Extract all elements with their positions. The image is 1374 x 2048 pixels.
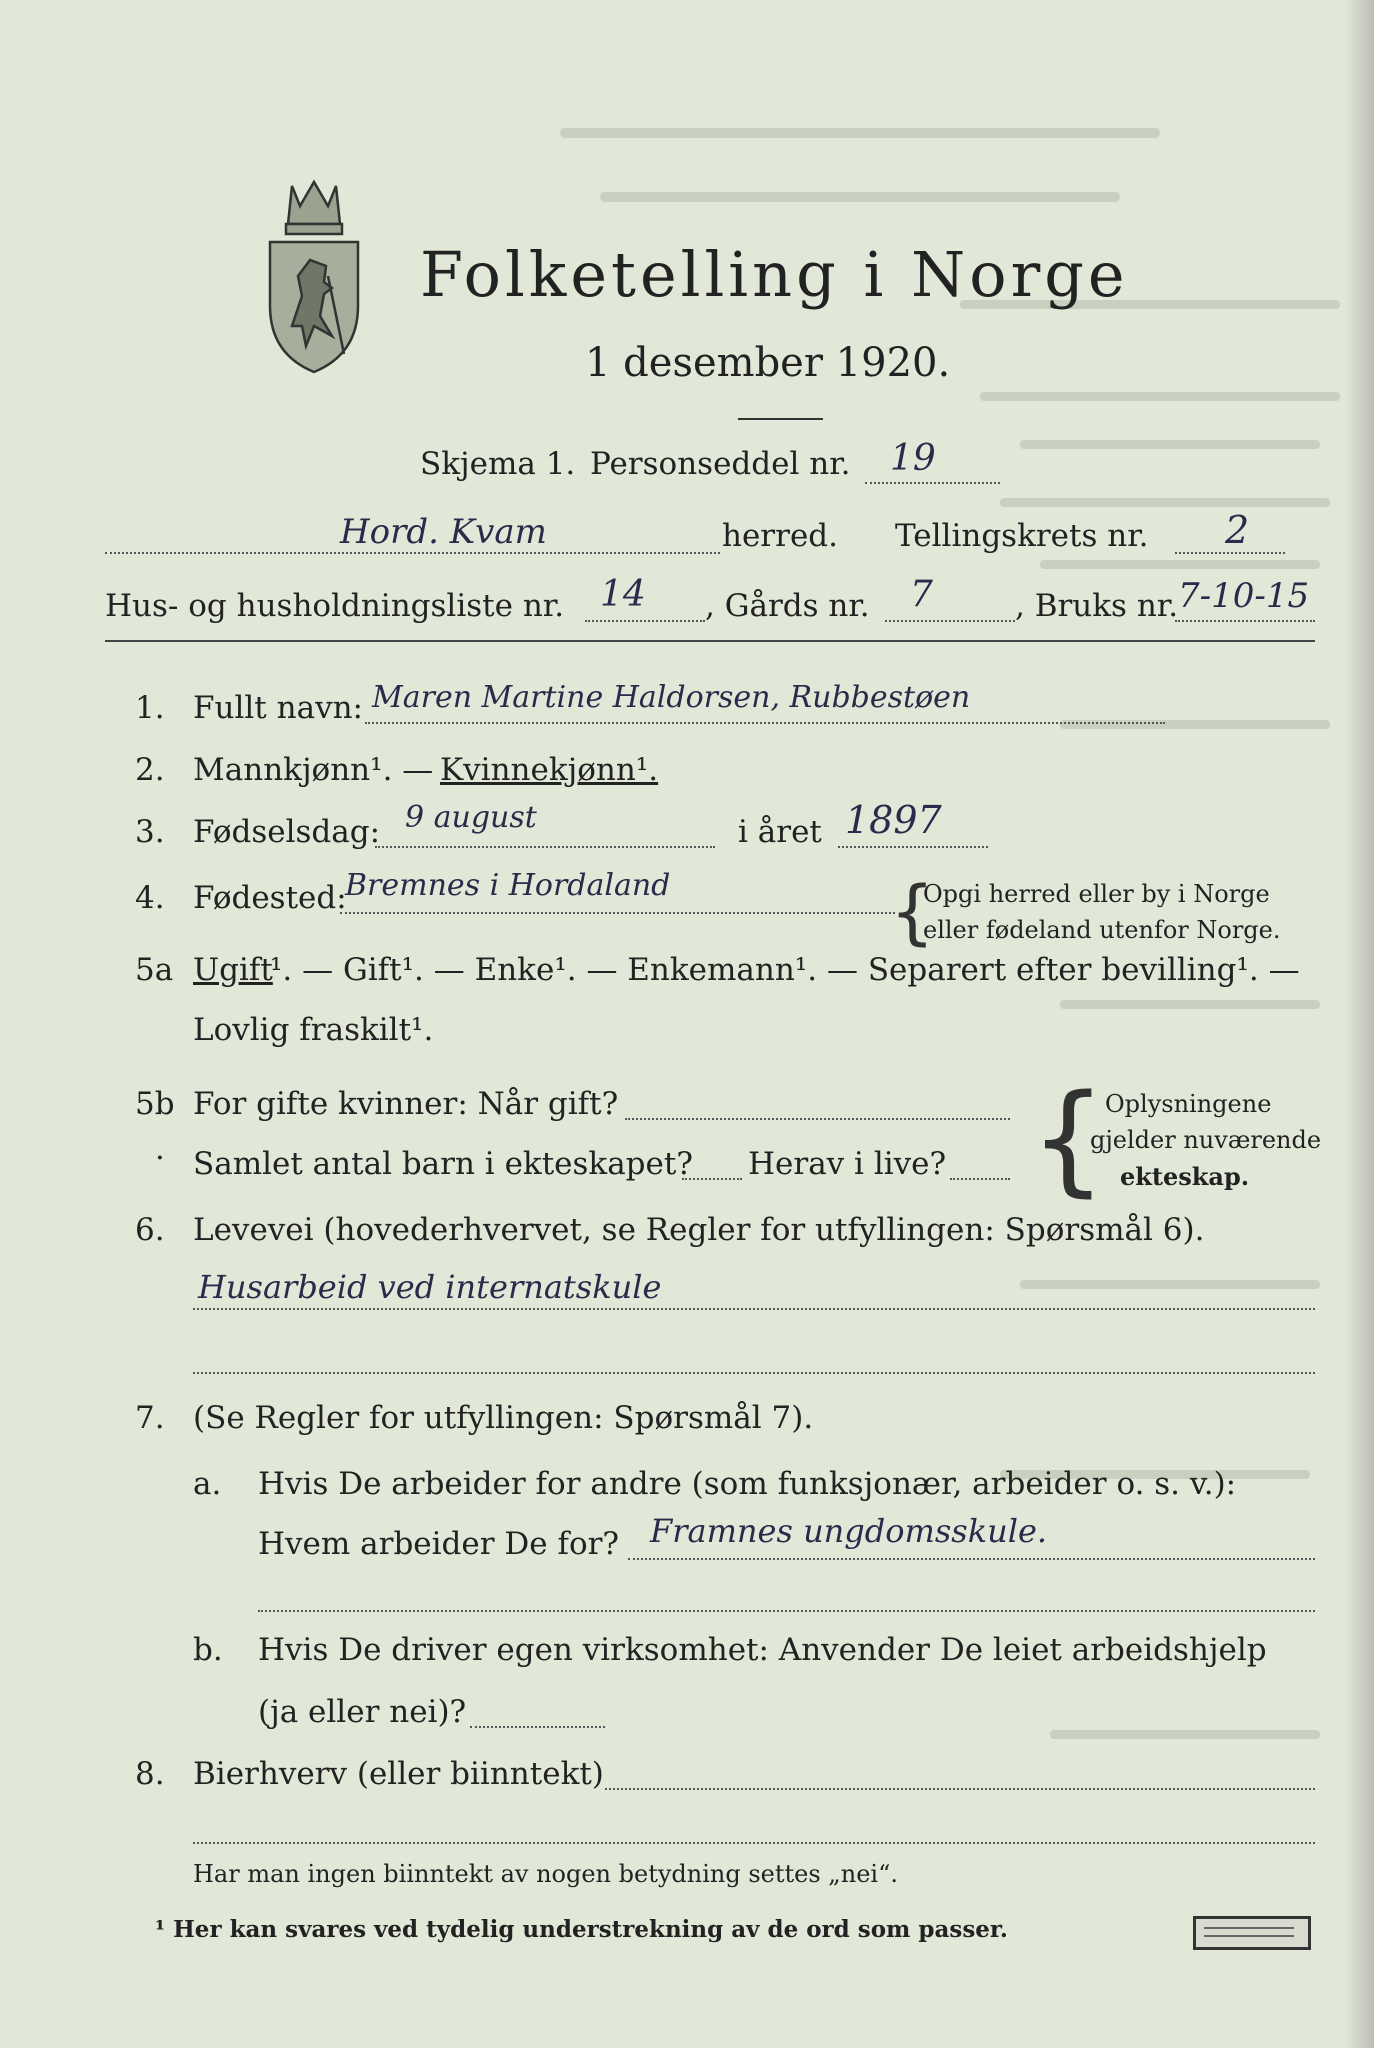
q5b-children-line[interactable] [682, 1178, 742, 1180]
q6-line1 [193, 1308, 1315, 1310]
q3-line [375, 846, 715, 848]
bruks-line [1175, 620, 1315, 622]
husholdningsliste-line [585, 620, 705, 622]
herred-field[interactable]: Hord. Kvam [340, 512, 547, 552]
q5b-alive-label: Herav i live? [748, 1146, 947, 1182]
q7a-letter: a. [193, 1466, 222, 1502]
q4-label: Fødested: [193, 880, 347, 916]
q5b-married-line[interactable] [625, 1118, 1010, 1120]
q8-note: Har man ingen biinntekt av nogen betydning settes „nei“. [193, 1860, 898, 1888]
q7-label: (Se Regler for utfyllingen: Spørsmål 7). [193, 1400, 814, 1436]
q5b-number: 5b [135, 1086, 175, 1122]
q7b-answer-line[interactable] [470, 1726, 605, 1728]
full-name-field[interactable]: Maren Martine Haldorsen, Rubbestøen [372, 680, 971, 715]
personseddel-nr-field[interactable]: 19 [890, 438, 936, 479]
footnote: ¹ Her kan svares ved tydelig understrekning av de ord som passer. [155, 1916, 1008, 1943]
q2-number: 2. [135, 752, 165, 788]
q4-brace: { [890, 871, 935, 953]
schema-label: Skjema 1. [420, 446, 576, 482]
q8-line1[interactable] [605, 1788, 1315, 1790]
q5b-note-line1: Oplysningene [1105, 1090, 1272, 1118]
q7b-letter: b. [193, 1632, 223, 1668]
herred-label: herred. [722, 518, 838, 554]
title-divider [738, 418, 823, 420]
gender-female-option[interactable]: Kvinnekjønn¹. [440, 752, 659, 788]
birth-year-field[interactable]: 1897 [845, 798, 942, 842]
q3-number: 3. [135, 814, 165, 850]
gards-field[interactable]: 7 [910, 574, 933, 615]
q1-label: Fullt navn: [193, 690, 363, 726]
norwegian-coat-of-arms-icon [262, 176, 366, 376]
bruks-label: , Bruks nr. [1015, 588, 1179, 624]
q7a-line2[interactable] [258, 1610, 1315, 1612]
employer-field[interactable]: Framnes ungdomsskule. [650, 1512, 1048, 1550]
gards-label: , Gårds nr. [705, 588, 870, 624]
q7a-text: Hvis De arbeider for andre (som funksjonær, arbeider o. s. v.): [258, 1466, 1237, 1502]
q5a-number: 5a [135, 952, 174, 988]
q3-year-label: i året [738, 814, 822, 850]
q5b-brace: { [1030, 1070, 1107, 1209]
form-title: Folketelling i Norge [420, 238, 1129, 311]
q5b-bullet: · [155, 1140, 165, 1176]
q7a-line1 [628, 1558, 1315, 1560]
q7b-line2: (ja eller nei)? [258, 1694, 467, 1730]
q5b-note-line3: ekteskap. [1120, 1162, 1250, 1191]
q8-label: Bierhverv (eller biinntekt) [193, 1756, 604, 1792]
page-edge-shadow [1344, 0, 1374, 2048]
form-date: 1 desember 1920. [585, 340, 951, 386]
header-rule [105, 640, 1315, 642]
q1-number: 1. [135, 690, 165, 726]
personseddel-line [865, 482, 1000, 484]
marital-divorced-option[interactable]: Lovlig fraskilt¹. [193, 1012, 434, 1048]
tellingskrets-line [1175, 552, 1285, 554]
q5b-alive-line[interactable] [950, 1178, 1010, 1180]
q5b-note-line2: gjelder nuværende [1090, 1126, 1322, 1154]
q6-label: Levevei (hovederhvervet, se Regler for utfyllingen: Spørsmål 6). [193, 1212, 1205, 1248]
birthday-field[interactable]: 9 august [405, 800, 537, 835]
q4-line [340, 912, 895, 914]
q7b-text: Hvis De driver egen virksomhet: Anvender De leiet arbeidshjelp [258, 1632, 1267, 1668]
q4-number: 4. [135, 880, 165, 916]
husholdningsliste-field[interactable]: 14 [600, 574, 646, 615]
q4-note-line2: eller fødeland utenfor Norge. [923, 916, 1281, 944]
q3-year-line [838, 846, 988, 848]
q8-number: 8. [135, 1756, 165, 1792]
q7-number: 7. [135, 1400, 165, 1436]
printer-stamp-icon [1193, 1916, 1311, 1950]
occupation-field[interactable]: Husarbeid ved internatskule [198, 1268, 662, 1306]
q7a-who-label: Hvem arbeider De for? [258, 1526, 620, 1562]
marital-ugift-option[interactable]: Ugift [193, 952, 273, 988]
q6-line2[interactable] [193, 1372, 1315, 1374]
q1-line [365, 722, 1165, 724]
tellingskrets-label: Tellingskrets nr. [895, 518, 1149, 554]
q4-note-line1: Opgi herred eller by i Norge [923, 880, 1270, 908]
tellingskrets-field[interactable]: 2 [1225, 508, 1250, 552]
gards-line [885, 620, 1015, 622]
q5b-children-label: Samlet antal barn i ekteskapet? [193, 1146, 693, 1182]
q3-label: Fødselsdag: [193, 814, 381, 850]
personseddel-label: Personseddel nr. [590, 446, 851, 482]
q8-line2[interactable] [193, 1842, 1315, 1844]
q6-number: 6. [135, 1212, 165, 1248]
gender-male-option[interactable]: Mannkjønn¹. — [193, 752, 434, 788]
marital-other-options[interactable]: ¹. — Gift¹. — Enke¹. — Enkemann¹. — Separert efter bevilling¹. — [270, 952, 1300, 988]
birthplace-field[interactable]: Bremnes i Hordaland [345, 868, 671, 903]
bruks-field[interactable]: 7-10-15 [1178, 576, 1310, 616]
husholdningsliste-label: Hus- og husholdningsliste nr. [105, 588, 565, 624]
herred-line [105, 552, 720, 554]
q5b-married-label: For gifte kvinner: Når gift? [193, 1086, 619, 1122]
